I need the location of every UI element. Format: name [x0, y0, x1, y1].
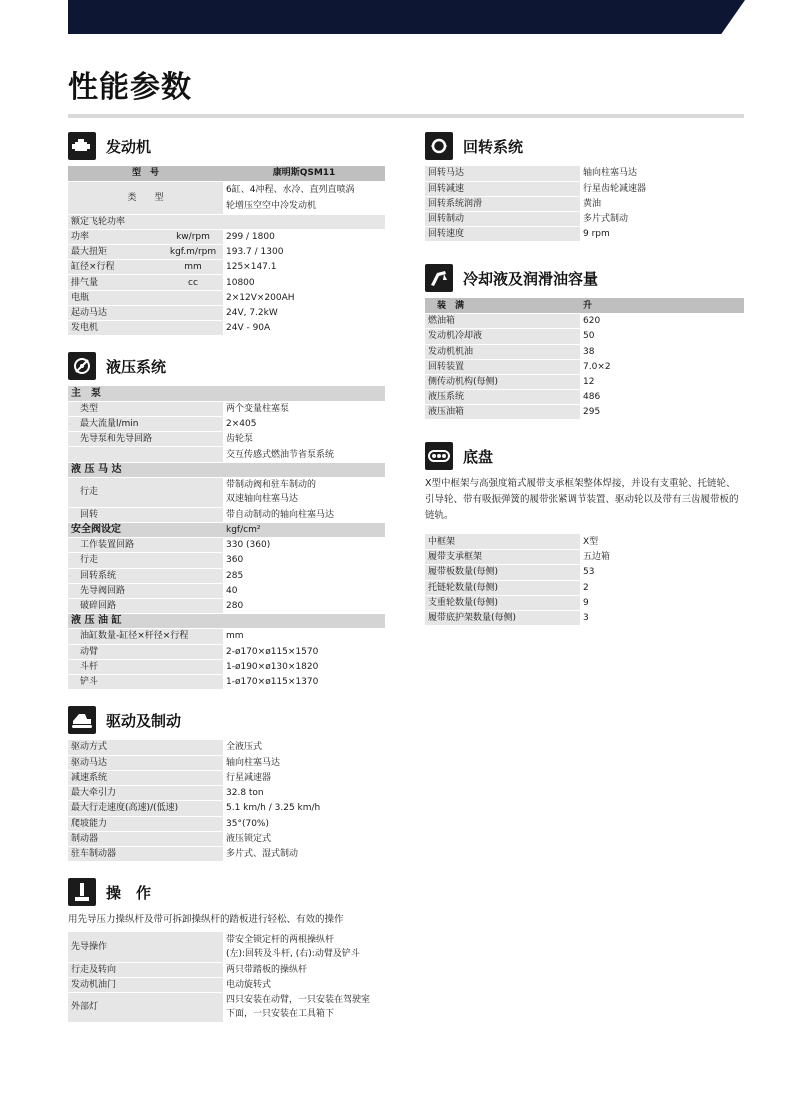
row-label: 回转马达	[425, 166, 580, 181]
engine-model-label: 型 号	[68, 166, 223, 181]
undercarriage-intro: X型中框架与高强度箱式履带支承框架整体焊接，并设有支重轮、托链轮、引导轮、带有吸振弹簧的履带张紧调节装置、驱动轮以及带有三齿履带板的链轨。	[425, 478, 739, 522]
row-label: 工作装置回路	[68, 538, 223, 553]
row-value: 多片式、湿式制动	[223, 846, 385, 861]
row-value: 黄油	[580, 196, 744, 211]
operation-section-header	[68, 876, 385, 908]
row-value: 五边箱	[580, 550, 744, 565]
travel-value-2: 双速轴向柱塞马达	[226, 494, 299, 505]
row-value: 50	[580, 329, 744, 344]
row-label: 爬坡能力	[68, 816, 223, 831]
table-row	[68, 181, 385, 214]
table-row	[68, 245, 385, 260]
row-label: 发电机	[68, 321, 163, 336]
swing-motor-value: 带自动制动的轴向柱塞马达	[223, 507, 385, 522]
row-value: X型	[580, 534, 744, 549]
table-row	[68, 740, 385, 755]
row-label: 类型	[68, 401, 223, 416]
table-row	[68, 447, 385, 462]
row-label: 斗杆	[68, 659, 223, 674]
table-row	[68, 755, 385, 770]
row-value: 液压锁定式	[223, 831, 385, 846]
table-row	[425, 227, 744, 242]
engine-table	[68, 166, 385, 336]
table-row	[68, 321, 385, 336]
row-label: 驱动方式	[68, 740, 223, 755]
table-row	[425, 196, 744, 211]
light-value-1: 四只安装在动臂，一只安装在驾驶室	[226, 995, 371, 1006]
row-unit: mm	[163, 260, 223, 275]
row-label: 最大流量l/min	[68, 417, 223, 432]
drive-title: 驱动及制动	[106, 711, 182, 730]
engine-type-value-2: 轮增压空空中冷发动机	[226, 200, 317, 211]
table-row	[68, 568, 385, 583]
row-value: 9 rpm	[580, 227, 744, 242]
table-row	[68, 583, 385, 598]
swing-motor-label: 回转	[68, 507, 223, 522]
swing-table	[425, 166, 744, 242]
table-row	[68, 305, 385, 320]
table-row	[68, 770, 385, 785]
joystick-icon	[68, 878, 96, 906]
row-unit: cc	[163, 275, 223, 290]
table-row	[68, 801, 385, 816]
pilot-value-1: 带安全锁定杆的两根操纵杆	[226, 934, 335, 945]
table-row	[425, 390, 744, 405]
cylinder-header: 液 压 油 缸	[68, 614, 385, 629]
row-value: 12	[580, 374, 744, 389]
table-row	[68, 432, 385, 447]
table-row	[68, 614, 385, 629]
table-row	[425, 374, 744, 389]
table-row	[68, 816, 385, 831]
table-row	[68, 523, 385, 538]
row-label: 支重轮数量(每侧)	[425, 595, 580, 610]
operation-intro: 用先导压力操纵杆及带可拆卸操纵杆的踏板进行轻松、有效的操作	[68, 914, 344, 926]
row-label: 发动机机油	[425, 344, 580, 359]
row-value: 330 (360)	[223, 538, 385, 553]
row-value: 1-ø170×ø115×1370	[223, 674, 385, 689]
row-value: 多片式制动	[580, 212, 744, 227]
row-label: 驱动马达	[68, 755, 223, 770]
row-label: 发动机冷却液	[425, 329, 580, 344]
row-label: 履带板数量(每侧)	[425, 565, 580, 580]
travel-label: 行走	[68, 477, 223, 507]
undercarriage-title: 底盘	[463, 447, 494, 466]
row-label: 油缸数量-缸径×杆径×行程	[68, 629, 223, 644]
table-row	[425, 565, 744, 580]
operation-title: 操 作	[106, 883, 152, 902]
row-label	[68, 447, 223, 462]
crawler-icon	[68, 706, 96, 734]
row-label: 履带支承框架	[425, 550, 580, 565]
row-label: 起动马达	[68, 305, 163, 320]
row-value: 齿轮泵	[223, 432, 385, 447]
relief-header: 安全阀设定	[68, 523, 223, 538]
row-unit: kw/rpm	[163, 229, 223, 244]
engine-section-header	[68, 130, 385, 162]
row-label: 排气量	[68, 275, 163, 290]
engine-icon	[68, 132, 96, 160]
table-row	[425, 550, 744, 565]
row-value: 3	[580, 610, 744, 625]
table-row	[68, 538, 385, 553]
row-label: 减速系统	[68, 770, 223, 785]
row-value: 两只带踏板的操纵杆	[223, 962, 385, 977]
table-row	[68, 401, 385, 416]
table-row	[68, 553, 385, 568]
row-value: 1-ø190×ø130×1820	[223, 659, 385, 674]
table-row	[425, 580, 744, 595]
excavator-arm-icon	[425, 264, 453, 292]
row-value: 38	[580, 344, 744, 359]
table-row	[425, 359, 744, 374]
row-label: 功率	[68, 229, 163, 244]
header-banner	[68, 0, 745, 34]
table-row	[68, 386, 385, 401]
row-value: 10800	[223, 275, 385, 290]
row-label: 最大牵引力	[68, 786, 223, 801]
row-value: 24V, 7.2kW	[223, 305, 385, 320]
table-row	[425, 610, 744, 625]
row-value: 285	[223, 568, 385, 583]
row-label: 先导泵和先导回路	[68, 432, 223, 447]
title-divider	[68, 114, 744, 118]
row-label: 行走及转向	[68, 962, 223, 977]
row-label: 电瓶	[68, 290, 163, 305]
row-label: 托链轮数量(每侧)	[425, 580, 580, 595]
engine-type-value-1: 6缸、4冲程、水冷、直列直喷涡	[226, 184, 355, 195]
row-value: 125×147.1	[223, 260, 385, 275]
row-label: 铲斗	[68, 674, 223, 689]
row-value: 行星齿轮减速器	[580, 181, 744, 196]
row-value: 2×12V×200AH	[223, 290, 385, 305]
row-value: 交互传感式燃油节省泵系统	[223, 447, 385, 462]
table-row	[68, 507, 385, 522]
row-value: 电动旋转式	[223, 977, 385, 992]
undercarriage-section-header	[425, 440, 744, 472]
row-value: 两个变量柱塞泵	[223, 401, 385, 416]
capacity-title: 冷却液及润滑油容量	[463, 269, 599, 288]
main-pump-header: 主 泵	[68, 386, 385, 401]
row-value: 7.0×2	[580, 359, 744, 374]
row-unit	[163, 290, 223, 305]
row-label: 回转速度	[425, 227, 580, 242]
swing-title: 回转系统	[463, 137, 524, 156]
table-row	[68, 214, 385, 229]
table-row	[425, 314, 744, 329]
table-row	[68, 477, 385, 507]
track-icon	[425, 442, 453, 470]
row-value: 35°(70%)	[223, 816, 385, 831]
row-label: 液压油箱	[425, 405, 580, 420]
row-label: 液压系统	[425, 390, 580, 405]
row-value: 9	[580, 595, 744, 610]
table-row	[68, 962, 385, 977]
row-label: 回转减速	[425, 181, 580, 196]
row-label: 制动器	[68, 831, 223, 846]
table-row	[68, 932, 385, 962]
row-label: 破碎回路	[68, 598, 223, 613]
engine-title: 发动机	[106, 137, 152, 156]
row-value: 轴向柱塞马达	[580, 166, 744, 181]
table-row	[425, 595, 744, 610]
hydraulic-table	[68, 386, 385, 690]
motor-header: 液 压 马 达	[68, 462, 385, 477]
left-column	[68, 130, 385, 1023]
table-row	[68, 629, 385, 644]
hydraulic-section-header	[68, 350, 385, 382]
flywheel-label: 额定飞轮功率	[68, 214, 385, 229]
row-value: 193.7 / 1300	[223, 245, 385, 260]
table-row	[68, 674, 385, 689]
row-value: 轴向柱塞马达	[223, 755, 385, 770]
undercarriage-table	[425, 534, 744, 626]
row-label: 燃油箱	[425, 314, 580, 329]
row-value: 2	[580, 580, 744, 595]
row-unit: kgf.m/rpm	[163, 245, 223, 260]
row-label: 回转系统润滑	[425, 196, 580, 211]
table-row	[425, 181, 744, 196]
pilot-label: 先导操作	[68, 932, 223, 962]
table-row	[425, 166, 744, 181]
row-label: 履带底护架数量(每侧)	[425, 610, 580, 625]
row-label: 行走	[68, 553, 223, 568]
row-unit	[163, 321, 223, 336]
right-column	[425, 130, 744, 626]
row-label: 最大行走速度(高速)/(低速)	[68, 801, 223, 816]
light-value-2: 下面，一只安装在工具箱下	[226, 1009, 335, 1020]
table-row	[68, 229, 385, 244]
engine-type-label: 类 型	[68, 181, 223, 214]
table-row	[68, 275, 385, 290]
row-label: 动臂	[68, 644, 223, 659]
table-row	[68, 977, 385, 992]
table-row	[68, 166, 385, 181]
table-row	[68, 831, 385, 846]
capacity-section-header	[425, 262, 744, 294]
row-value: 行星减速器	[223, 770, 385, 785]
row-value: mm	[223, 629, 385, 644]
light-label: 外部灯	[68, 992, 223, 1022]
table-row	[425, 212, 744, 227]
table-row	[68, 846, 385, 861]
operation-table	[68, 932, 385, 1023]
row-label: 侧传动机构(每侧)	[425, 374, 580, 389]
row-value: 24V - 90A	[223, 321, 385, 336]
row-value: 2-ø170×ø115×1570	[223, 644, 385, 659]
capacity-head-left: 装 满	[425, 298, 580, 313]
row-label: 先导阀回路	[68, 583, 223, 598]
table-row	[68, 659, 385, 674]
row-label: 回转装置	[425, 359, 580, 374]
table-row	[68, 644, 385, 659]
table-row	[68, 260, 385, 275]
row-value: 299 / 1800	[223, 229, 385, 244]
table-row	[68, 290, 385, 305]
drive-section-header	[68, 704, 385, 736]
table-row	[68, 598, 385, 613]
row-value: 5.1 km/h / 3.25 km/h	[223, 801, 385, 816]
row-label: 回转制动	[425, 212, 580, 227]
drive-table	[68, 740, 385, 862]
row-value: 620	[580, 314, 744, 329]
row-value: 2×405	[223, 417, 385, 432]
table-row	[425, 298, 744, 313]
row-value: 32.8 ton	[223, 786, 385, 801]
rotation-icon	[425, 132, 453, 160]
page-title: 性能参数	[68, 70, 192, 105]
row-label: 缸径×行程	[68, 260, 163, 275]
travel-value-1: 带制动阀和驻车制动的	[226, 480, 317, 491]
row-label: 回转系统	[68, 568, 223, 583]
row-value: 53	[580, 565, 744, 580]
table-row	[68, 417, 385, 432]
engine-model-value: 康明斯QSM11	[223, 166, 385, 181]
pump-icon	[68, 352, 96, 380]
row-label: 驻车制动器	[68, 846, 223, 861]
table-row	[68, 462, 385, 477]
hydraulic-title: 液压系统	[106, 357, 167, 376]
table-row	[68, 992, 385, 1022]
row-value: 40	[223, 583, 385, 598]
table-row	[425, 405, 744, 420]
row-value: 486	[580, 390, 744, 405]
pilot-value-2: (左):回转及斗杆, (右):动臂及铲斗	[226, 948, 360, 959]
row-value: 全液压式	[223, 740, 385, 755]
table-row	[425, 534, 744, 549]
table-row	[68, 786, 385, 801]
capacity-head-right: 升	[580, 298, 744, 313]
row-value: 280	[223, 598, 385, 613]
table-row	[425, 329, 744, 344]
row-label: 中框架	[425, 534, 580, 549]
relief-unit: kgf/cm²	[223, 523, 385, 538]
row-unit	[163, 305, 223, 320]
swing-section-header	[425, 130, 744, 162]
row-value: 360	[223, 553, 385, 568]
capacity-table	[425, 298, 744, 420]
row-label: 发动机油门	[68, 977, 223, 992]
row-value: 295	[580, 405, 744, 420]
table-row	[425, 344, 744, 359]
row-label: 最大扭矩	[68, 245, 163, 260]
